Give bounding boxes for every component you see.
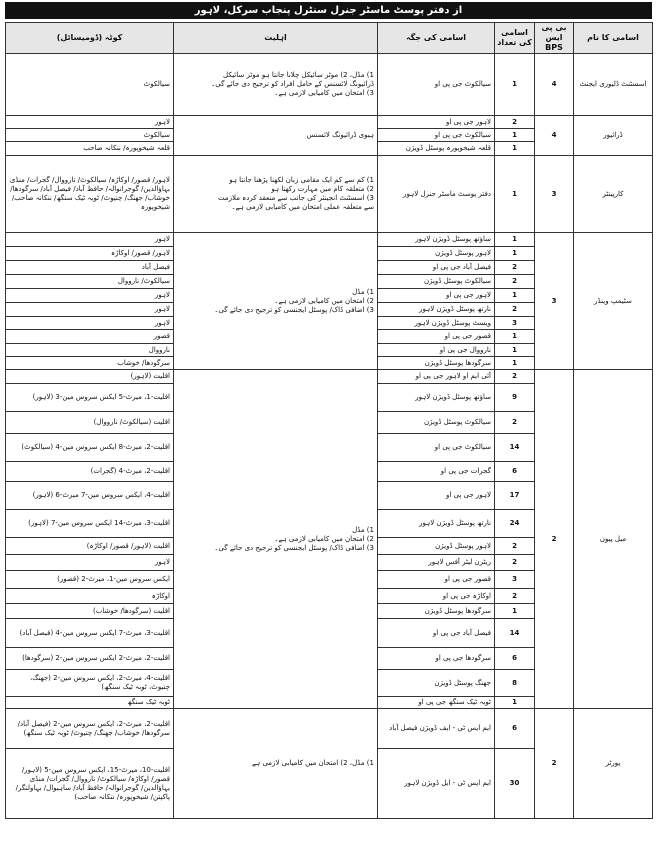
vacancy-place: گجرات جی پی او [378,462,495,482]
header-row [6,23,653,54]
vacancy-place: قصور جی پی او [378,330,495,344]
vacancy-place: آئی ایم او لاہور جی پی او [378,370,495,384]
vacancy-count: 1 [495,142,535,156]
table-row [6,709,653,749]
table-row [6,54,653,116]
eligibility-line: 1) کم سے کم ایک مقامی زبان لکھنا پڑھنا جانتا ہو [229,176,374,184]
eligibility-line: 3) اضافی ڈاک/ پوسٹل ایجنسی کو ترجیح دی جائے گی۔ [214,543,374,552]
post-name: سٹیمپ وینڈر [574,233,653,370]
vacancy-count: 14 [495,619,535,648]
vacancy-place: لاہور پوسٹل ڈویژن [378,247,495,261]
bps-scale: 3 [535,233,574,370]
vacancy-place: لاہور جی پی او [378,482,495,510]
vacancy-count: 1 [495,330,535,344]
vacancy-count: 1 [495,233,535,247]
domicile-quota: نارووال [6,344,174,357]
eligibility-line: 1) مڈل، 2) موٹر سائیکل چلانا جانتا ہو موٹر سائیکل [223,71,374,79]
domicile-quota: اقلیت (لاہور/ قصور/ اوکاڑہ) [6,538,174,555]
vacancy-place: لاہور پوسٹل ڈویژن [378,538,495,555]
post-name: پورٹر [574,709,653,819]
header-eligibility: اہلیت [174,23,378,54]
eligibility [174,233,378,370]
domicile-quota: اقلیت-2، میرٹ-2 ایکس سروس مین-2 (سرگودھا) [6,648,174,670]
vacancy-count: 6 [495,648,535,670]
eligibility [174,156,378,233]
eligibility [174,54,378,116]
domicile-quota: لاہور [6,555,174,571]
vacancy-count: 1 [495,344,535,357]
vacancy-count: 3 [495,571,535,589]
vacancy-count: 1 [495,129,535,142]
vacancy-place: سیالکوٹ پوسٹل ڈویژن [378,412,495,434]
vacancy-count: 8 [495,670,535,697]
vacancy-place: سیالکوٹ جی پی او [378,434,495,462]
vacancy-count: 1 [495,289,535,303]
vacancy-count: 2 [495,555,535,571]
domicile-quota: اقلیت (سرگودھا/ خوشاب) [6,604,174,619]
vacancy-count: 1 [495,156,535,233]
domicile-quota: اقلیت-2، میرٹ-8 ایکس سروس مین-4 (سیالکوٹ) [6,434,174,462]
domicile-quota: اقلیت-2، میرٹ-2، ایکس سروس مین-2 (فیصل آباد/ سرگودھا/ خوشاب/ جھنگ/ چنیوٹ/ ٹوبہ ٹیک سنگھ) [6,709,174,749]
domicile-quota: ٹوبہ ٹیک سنگھ [6,697,174,709]
vacancy-place: قلعہ شیخوپورہ پوسٹل ڈویژن [378,142,495,156]
eligibility-line: 2) امتحان میں کامیابی لازمی ہے۔ [274,296,374,305]
vacancy-place: دفتر پوسٹ ماسٹر جنرل لاہور [378,156,495,233]
vacancy-count: 2 [495,370,535,384]
domicile-quota: لاہور/ قصور/ اوکاڑہ/ سیالکوٹ/ نارووال/ گجرات/ منڈی بہاؤالدین/ گوجرانوالہ/ حافظ آباد/ فیصل آباد/ سرگودھا/ خوشاب/ جھنگ/ چنیوٹ/ ٹوبہ ٹیک سنگھ/ ننکانہ صاحب/ شیخوپورہ [6,156,174,233]
vacancy-count: 2 [495,412,535,434]
vacancy-place: سرگودھا جی پی او [378,648,495,670]
eligibility-line: 1) مڈل [352,287,374,296]
domicile-quota: لاہور [6,289,174,303]
domicile-quota: اقلیت-3، میرٹ-14 ایکس سروس مین-7 (لاہور) [6,510,174,538]
header-bps: بی پی ایس BPS [535,23,574,54]
domicile-quota: اوکاڑہ [6,589,174,604]
vacancy-place: سیالکوٹ جی پی او [378,129,495,142]
domicile-quota: لاہور [6,233,174,247]
vacancies-table [5,22,653,819]
vacancy-place: ایم ایس ٹی - ایف ڈویژن فیصل آباد [378,709,495,749]
domicile-quota: سرگودھا/ خوشاب [6,357,174,370]
vacancy-place: ایم ایس ٹی - ایل ڈویژن لاہور [378,749,495,819]
vacancy-count: 2 [495,589,535,604]
domicile-quota: قصور [6,330,174,344]
eligibility [174,370,378,709]
domicile-quota: اقلیت-1، میرٹ-5 ایکس سروس مین-3 (لاہور) [6,384,174,412]
vacancy-count: 2 [495,261,535,275]
domicile-quota: سیالکوٹ/ نارووال [6,275,174,289]
vacancy-count: 2 [495,538,535,555]
page-title: از دفتر پوسٹ ماسٹر جنرل سنٹرل پنجاب سرکل، لاہور [5,2,652,19]
vacancy-count: 1 [495,247,535,261]
header-quota: کوٹہ (ڈومیسائل) [6,23,174,54]
domicile-quota: اقلیت (سیالکوٹ/ نارووال) [6,412,174,434]
bps-scale: 3 [535,156,574,233]
vacancy-place: ٹوبہ ٹیک سنگھ جی پی او [378,697,495,709]
vacancy-count: 2 [495,116,535,129]
vacancy-count: 6 [495,709,535,749]
vacancy-place: لاہور جی پی او [378,289,495,303]
domicile-quota: لاہور [6,303,174,317]
vacancy-place: فیصل آباد جی پی او [378,261,495,275]
table-row [6,156,653,233]
vacancy-count: 1 [495,604,535,619]
vacancy-place: ساؤتھ پوسٹل ڈویژن لاہور [378,233,495,247]
header-vacancies: اسامی کی تعداد [495,23,535,54]
domicile-quota: سیالکوٹ [6,129,174,142]
vacancy-place: جھنگ پوسٹل ڈویژن [378,670,495,697]
domicile-quota: لاہور [6,317,174,330]
domicile-quota: فیصل آباد [6,261,174,275]
domicile-quota: اقلیت-2، میرٹ-4 (گجرات) [6,462,174,482]
vacancy-count: 9 [495,384,535,412]
vacancy-place: نارووال جی پی او [378,344,495,357]
domicile-quota: اقلیت-10، میرٹ-15، ایکس سروس مین-5 (لاہور/ قصور/ اوکاڑہ/ سیالکوٹ/ نارووال/ گجرات/ منڈی بہاؤالدین/ گوجرانوالہ/ حافظ آباد/ ساہیوال/ بہاولنگر/ پاکپتن/ شیخوپورہ/ ننکانہ صاحب) [6,749,174,819]
domicile-quota: اقلیت-4، میرٹ-2، ایکس سروس مین-2 (جھنگ، چنیوٹ، ٹوبہ ٹیک سنگھ) [6,670,174,697]
eligibility [174,709,378,819]
vacancy-count: 24 [495,510,535,538]
vacancy-place: نارتھ پوسٹل ڈویژن لاہور [378,510,495,538]
domicile-quota: اقلیت-4، ایکس سروس مین-7 میرٹ-6 (لاہور) [6,482,174,510]
vacancy-count: 2 [495,275,535,289]
vacancy-place: سرگودھا پوسٹل ڈویژن [378,604,495,619]
table-row [6,370,653,384]
post-name: میل پیون [574,370,653,709]
vacancy-place: اوکاڑہ جی پی او [378,589,495,604]
eligibility-line: ڈرائیونگ لائسنس کے حامل افراد کو ترجیح دی جائے گی۔ [211,80,374,88]
vacancy-count: 1 [495,54,535,116]
vacancy-count: 2 [495,303,535,317]
vacancy-place: سرگودھا پوسٹل ڈویژن [378,357,495,370]
header-place: اسامی کی جگہ [378,23,495,54]
bps-scale: 4 [535,54,574,116]
domicile-quota: اقلیت (لاہور) [6,370,174,384]
post-name: کارپینٹر [574,156,653,233]
bps-scale: 2 [535,370,574,709]
post-name: ڈرائیور [574,116,653,156]
domicile-quota: قلعہ شیخوپورہ/ ننکانہ صاحب [6,142,174,156]
bps-scale: 4 [535,116,574,156]
vacancy-count: 6 [495,462,535,482]
domicile-quota: لاہور [6,116,174,129]
vacancy-place: نارتھ پوسٹل ڈویژن لاہور [378,303,495,317]
header-post: اسامی کا نام [574,23,653,54]
eligibility-line: 2) امتحان میں کامیابی لازمی ہے۔ [274,534,374,543]
eligibility-line: 3) اضافی ڈاک/ پوسٹل ایجنسی کو ترجیح دی جائے گی۔ [214,305,374,314]
bps-scale: 2 [535,709,574,819]
domicile-quota: اقلیت-3، میرٹ-7 ایکس سروس مین-4 (فیصل آباد) [6,619,174,648]
domicile-quota: سیالکوٹ [6,54,174,116]
vacancy-count: 14 [495,434,535,462]
vacancy-place: ویسٹ پوسٹل ڈویژن لاہور [378,317,495,330]
eligibility-line: 1) مڈل [352,525,374,534]
vacancy-place: ساؤتھ پوسٹل ڈویژن لاہور [378,384,495,412]
domicile-quota: لاہور/ قصور/ اوکاڑہ [6,247,174,261]
vacancy-place: سیالکوٹ پوسٹل ڈویژن [378,275,495,289]
eligibility-line: سے متعلقہ عملی امتحان میں کامیابی لازمی ہے۔ [231,203,374,211]
vacancy-count: 3 [495,317,535,330]
eligibility-line: ہیوی ڈرائیونگ لائسنس [306,131,374,139]
table-row [6,116,653,129]
eligibility-line: 2) متعلقہ کام میں مہارت رکھتا ہو [271,185,374,193]
vacancy-place: ریٹرن لیٹر آفس لاہور [378,555,495,571]
eligibility-line: 1) مڈل، 2) امتحان میں کامیابی لازمی ہے [252,759,374,767]
eligibility [174,116,378,156]
vacancy-count: 1 [495,697,535,709]
vacancy-count: 1 [495,357,535,370]
vacancy-place: فیصل آباد جی پی او [378,619,495,648]
vacancy-place: قصور جی پی او [378,571,495,589]
post-name: اسسٹنٹ ڈلیوری ایجنٹ [574,54,653,116]
table-row [6,233,653,247]
eligibility-line: 3) اسسٹنٹ انجینئر کی جانب سے منعقد کردہ ملازمت [218,194,374,202]
vacancy-count: 17 [495,482,535,510]
vacancy-place: لاہور جی پی او [378,116,495,129]
vacancy-place: سیالکوٹ جی پی او [378,54,495,116]
domicile-quota: ایکس سروس مین-1، میرٹ-2 (قصور) [6,571,174,589]
eligibility-line: 3) امتحان میں کامیابی لازمی ہے۔ [274,89,374,97]
vacancy-count: 30 [495,749,535,819]
